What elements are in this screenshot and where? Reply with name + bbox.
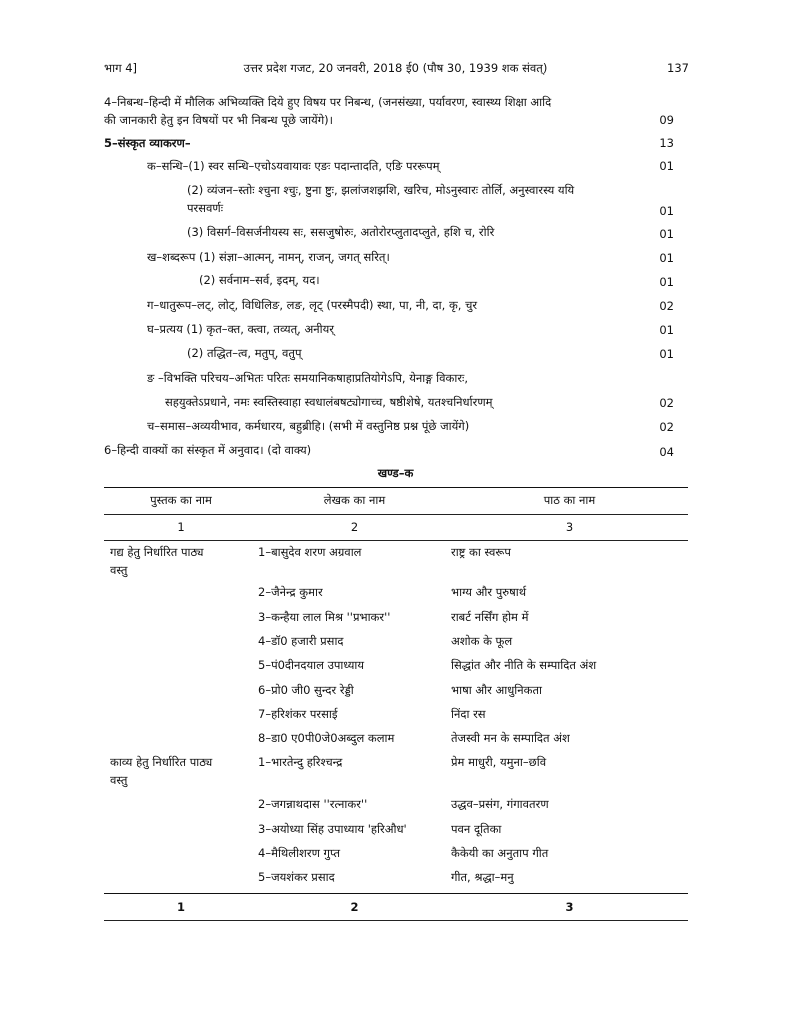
footer-number: 1 xyxy=(176,900,185,914)
column-number: 3 xyxy=(565,520,574,534)
table-row-lesson: प्रेम माधुरी, यमुना–छवि xyxy=(451,755,547,769)
table-divider xyxy=(104,540,688,541)
page-number: 137 xyxy=(667,61,689,75)
footer-number: 2 xyxy=(350,900,359,914)
table-row-author: 7–हरिशंकर परसाई xyxy=(258,707,338,721)
table-row-lesson: अशोक के फूल xyxy=(451,634,513,648)
section6-text: 6–हिन्दी वाक्यों का संस्कृत में अनुवाद। (दो वाक्य) xyxy=(104,443,312,457)
category-kavya: काव्य हेतु निर्धारित पाठ्य xyxy=(110,755,213,769)
table-row-author: 4–डॉ0 हजारी प्रसाद xyxy=(258,634,344,648)
table-bottom-border xyxy=(104,920,688,921)
grammar-item: (2) तद्धित–त्व, मतुप्, वतुप् xyxy=(187,346,302,360)
table-header-lesson: पाठ का नाम xyxy=(543,493,596,507)
grammar-item-marks: 01 xyxy=(659,159,674,173)
grammar-item: ग–धातुरूप–लट्, लोट्, विधिलिङ, लङ, लृट् (परस्मैपदी) स्था, पा, नी, दा, कृ, चुर xyxy=(147,298,478,312)
table-divider xyxy=(104,514,688,515)
grammar-item: क–सन्धि–(1) स्वर सन्धि–एचोऽयवायावः एङः पदान्तादति, एङि पररूपम् xyxy=(147,159,440,173)
grammar-item-cont: परसवर्णः xyxy=(187,201,224,215)
grammar-item-marks: 01 xyxy=(659,251,674,265)
grammar-item: (2) व्यंजन–स्तोः श्चुना श्चुः, ष्टुना ष्टुः, झलांजशझशि, खरिच, मोऽनुस्वारः तोर्लि, अनुस्वारस्य ययि xyxy=(187,183,575,197)
table-row-lesson: तेजस्वी मन के सम्पादित अंश xyxy=(451,731,570,745)
grammar-item: ङ –विभक्ति परिचय–अभितः परितः समयानिकषाहाप्रतियोगेऽपि, येनाङ्ग विकारः, xyxy=(147,371,469,385)
section4-marks: 09 xyxy=(659,113,674,127)
table-row-author: 2–जैनेन्द्र कुमार xyxy=(258,585,323,599)
table-row-author: 4–मैथिलीशरण गुप्त xyxy=(258,846,341,860)
category-gadya: गद्य हेतु निर्धारित पाठ्य xyxy=(110,545,204,559)
category-gadya-cont: वस्तु xyxy=(110,563,128,577)
category-kavya-cont: वस्तु xyxy=(110,773,128,787)
grammar-item-marks: 02 xyxy=(659,396,674,410)
table-row-lesson: भाग्य और पुरुषार्थ xyxy=(451,585,527,599)
table-row-lesson: सिद्धांत और नीति के सम्पादित अंश xyxy=(451,658,597,672)
table-row-lesson: गीत, श्रद्धा–मनु xyxy=(451,870,514,884)
grammar-item: घ–प्रत्यय (1) कृत–क्त, क्त्वा, तव्यत्, अनीयर् xyxy=(147,322,334,336)
table-row-author: 3–कन्हैया लाल मिश्र ''प्रभाकर'' xyxy=(258,610,391,624)
table-row-author: 1–भारतेन्दु हरिश्चन्द्र xyxy=(258,755,343,769)
table-row-author: 1–बासुदेव शरण अग्रवाल xyxy=(258,545,362,559)
section4-line1: 4–निबन्ध–हिन्दी में मौलिक अभिव्यक्ति दिये हुए विषय पर निबन्ध, (जनसंख्या, पर्यावरण, स्वास्थ्य शिक्षा आदि xyxy=(104,95,552,109)
gazette-title: उत्तर प्रदेश गजट, 20 जनवरी, 2018 ई0 (पौष 30, 1939 शक संवत्) xyxy=(243,61,548,75)
grammar-item-marks: 02 xyxy=(659,420,674,434)
table-top-border xyxy=(104,487,688,488)
grammar-item-marks: 01 xyxy=(659,227,674,241)
grammar-item: च–समास–अव्ययीभाव, कर्मधारय, बहुब्रीहि। (सभी में वस्तुनिष्ठ प्रश्न पूंछे जायेंगे) xyxy=(147,419,470,433)
grammar-item-marks: 01 xyxy=(659,347,674,361)
table-header-book: पुस्तक का नाम xyxy=(150,493,212,507)
column-number: 2 xyxy=(350,520,359,534)
page-part: भाग 4] xyxy=(104,61,137,75)
grammar-item-marks: 01 xyxy=(659,204,674,218)
table-row-lesson: कैकेयी का अनुताप गीत xyxy=(451,846,549,860)
table-row-author: 8–डा0 ए0पी0जे0अब्दुल कलाम xyxy=(258,731,395,745)
table-row-author: 6–प्रो0 जी0 सुन्दर रेड्डी xyxy=(258,683,354,697)
grammar-item: ख–शब्दरूप (1) संज्ञा–आत्मन्, नामन्, राजन्, जगत् सरित्। xyxy=(147,250,390,264)
grammar-item: (3) विसर्ग–विसर्जनीयस्य सः, ससजुषोरुः, अतोरोरप्लुतादप्लुते, हशि च, रोरि xyxy=(187,225,495,239)
khand-heading: खण्ड–क xyxy=(377,466,414,480)
grammar-item-cont: सहयुक्तेऽप्रधाने, नमः स्वस्तिस्वाहा स्वधालंबषट्योगाच्च, षष्ठीशेषे, यतश्चनिर्धारणम् xyxy=(165,395,493,409)
grammar-item-marks: 01 xyxy=(659,275,674,289)
table-header-author: लेखक का नाम xyxy=(323,493,386,507)
table-row-lesson: भाषा और आधुनिकता xyxy=(451,683,543,697)
section5-heading: 5–संस्कृत व्याकरण– xyxy=(104,136,191,150)
table-row-lesson: उद्धव–प्रसंग, गंगावतरण xyxy=(451,797,549,811)
table-row-lesson: निंदा रस xyxy=(451,707,486,721)
column-number: 1 xyxy=(177,520,185,534)
grammar-item-marks: 01 xyxy=(659,323,674,337)
table-row-author: 5–जयशंकर प्रसाद xyxy=(258,870,335,884)
footer-number: 3 xyxy=(565,900,574,914)
section4-line2: की जानकारी हेतु इन विषयों पर भी निबन्ध पूछे जायेंगे)। xyxy=(104,113,334,127)
table-row-lesson: राबर्ट नर्सिंग होम में xyxy=(451,610,529,624)
table-row-author: 5–पं0दीनदयाल उपाध्याय xyxy=(258,658,365,672)
grammar-item: (2) सर्वनाम–सर्व, इदम्, यद। xyxy=(199,273,320,287)
section6-marks: 04 xyxy=(659,445,674,459)
table-row-lesson: राष्ट्र का स्वरूप xyxy=(451,545,511,559)
table-divider xyxy=(104,893,688,894)
section5-marks: 13 xyxy=(659,136,674,150)
table-row-author: 2–जगन्नाथदास ''रत्नाकर'' xyxy=(258,797,368,811)
table-row-author: 3–अयोध्या सिंह उपाध्याय 'हरिऔध' xyxy=(258,822,407,836)
grammar-item-marks: 02 xyxy=(659,299,674,313)
table-row-lesson: पवन दूतिका xyxy=(451,822,502,836)
